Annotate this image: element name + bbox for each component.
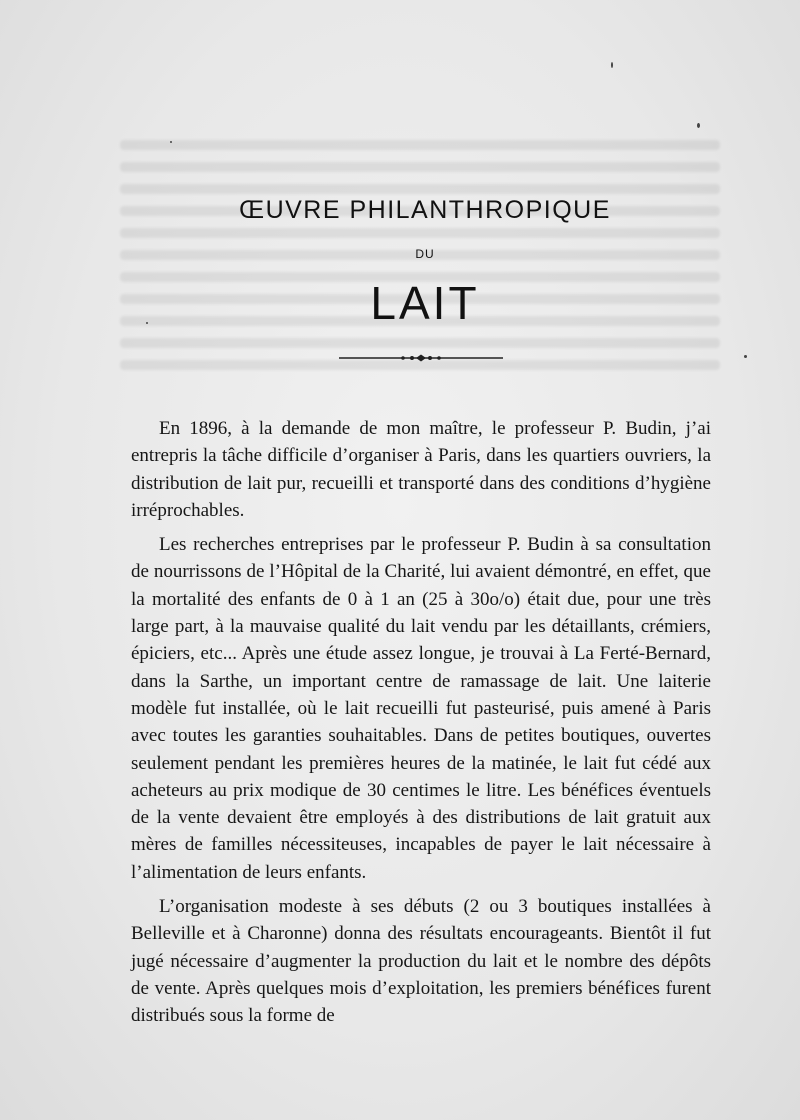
title-connector: DU	[415, 247, 435, 261]
paragraph-3: L’organisation modeste à ses débuts (2 ou 3 boutiques installées à Belleville et à Charonne) donna des résultats encourageants. Bientôt il fut jugé nécessaire d’augmenter la production du lait et le nombre des dépôts de vente. Après quelques mois d’exploitation, les premiers bénéfices furent distribués sous la forme de	[131, 896, 711, 1027]
body-text	[131, 415, 711, 1030]
ornamental-rule	[339, 353, 503, 363]
paper-speck	[744, 355, 747, 358]
paper-speck	[170, 141, 172, 143]
paragraph-2: Les recherches entreprises par le professeur P. Budin à sa consultation de nourrissons de l’Hôpital de la Charité, lui avaient démontré, en effet, que la mortalité des enfants de 0 à 1 an (25 à 30o/o) était due, pour une très large part, à la mauvaise qualité du lait vendu par les détaillants, crémiers, épiciers, etc... Après une étude assez longue, je trouvai à La Ferté-Bernard, dans la Sarthe, un important centre de ramassage de lait. Une laiterie modèle fut installée, où le lait recueilli fut pasteurisé, puis amené à Paris avec toutes les garanties souhaitables. Dans de petites boutiques, ouvertes seulement pendant les premières heures de la matinée, le lait fut cédé aux acheteurs au prix modique de 30 centimes le litre. Les bénéfices éventuels de la vente devaient être employés à des distributions de lait gratuit aux mères de familles nécessiteuses, incapables de payer le lait nécessaire à l’alimentation de leurs enfants.	[131, 534, 711, 883]
paper-speck	[697, 123, 700, 128]
paper-speck	[146, 322, 148, 324]
page-subject-title: LAIT	[370, 277, 480, 329]
paragraph-1: En 1896, à la demande de mon maître, le professeur P. Budin, j’ai entrepris la tâche difficile d’organiser à Paris, dans les quartiers ouvriers, la distribution de lait pur, recueilli et transporté dans des conditions d’hygiène irréprochables.	[131, 418, 711, 521]
page-title: ŒUVRE PHILANTHROPIQUE	[239, 196, 611, 224]
paper-speck	[611, 62, 613, 68]
